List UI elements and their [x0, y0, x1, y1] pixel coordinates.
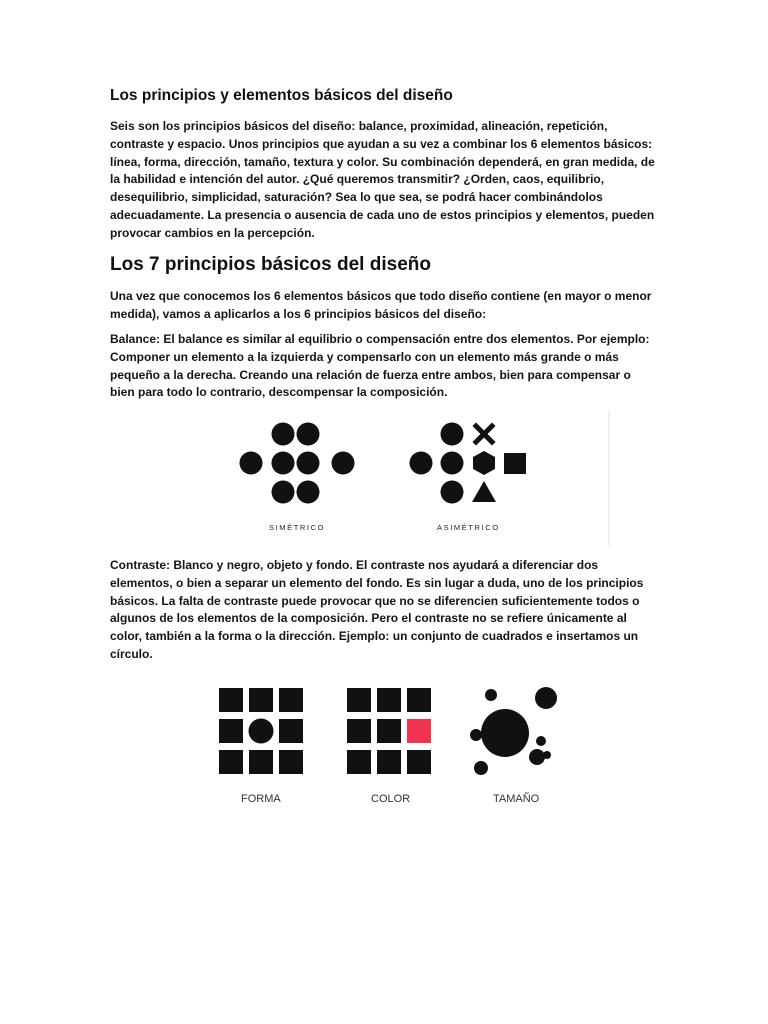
label-asimetrico: ASIMÉTRICO — [437, 523, 500, 532]
paragraph-contrast: Contraste: Blanco y negro, objeto y fondo. El contraste nos ayudará a diferenciar dos elementos, o bien a separar un elemento del fondo. Es sin lugar a duda, uno de los principios básicos. La falta de contraste puede provocar que no se diferencien suficientemente todos o algunos de los elementos de la composición. Pero el contraste no se refiere únicamente al color, también a la forma o la dirección. Ejemplo: un conjunto de cuadrados e insertamos un círculo. — [110, 558, 644, 661]
heading-seven-principles: Los 7 principios básicos del diseño — [110, 254, 431, 275]
paragraph-intro: Seis son los principios básicos del diseño: balance, proximidad, alineación, repetición, contraste y espacio. Unos principios que ayudan a su vez a combinar los 6 elementos básicos: línea, forma, dirección, tamaño, textura y color. Su combinación dependerá, en gran medida, de la habilidad e intención del autor. ¿Qué queremos transmitir? ¿Orden, caos, equilibrio, desequilibrio, simplicidad, saturación? Sea lo que sea, se podrá hacer combinándolos adecuadamente. La presencia o ausencia de cada uno de estos principios y elementos, pueden provocar cambios en la percepción. — [110, 119, 655, 240]
cross-icon — [476, 426, 492, 442]
forma-grid — [219, 688, 303, 774]
tamano-circles — [470, 687, 557, 775]
accent-square — [407, 719, 431, 743]
hexagon-icon — [473, 451, 495, 475]
square-icon — [504, 453, 526, 474]
paragraph-balance: Balance: El balance es similar al equilibrio o compensación entre dos elementos. Por ejemplo: Componer un elemento a la izquierda y compensarlo con un elemento más grande o más pequeño a la derecha. Creando una relación de fuerza entre ambos, bien para compensar o bien para todo lo contrario, descompensar la composición. — [110, 332, 650, 400]
contrast-figure — [210, 680, 570, 815]
label-simetrico: SIMÉTRICO — [269, 523, 326, 532]
heading-principles-elements: Los principios y elementos básicos del diseño — [110, 87, 453, 104]
asymmetric-shapes — [410, 423, 527, 504]
paragraph-elements: Una vez que conocemos los 6 elementos básicos que todo diseño contiene (en mayor o menor medida), vamos a aplicarlos a los 6 principios básicos del diseño: — [110, 289, 652, 321]
label-tamano: TAMAÑO — [493, 793, 540, 805]
label-color: COLOR — [371, 793, 411, 805]
triangle-icon — [472, 481, 496, 502]
color-grid — [347, 688, 431, 774]
balance-figure — [225, 408, 615, 548]
label-forma: FORMA — [241, 793, 281, 805]
symmetric-dots — [240, 423, 355, 504]
